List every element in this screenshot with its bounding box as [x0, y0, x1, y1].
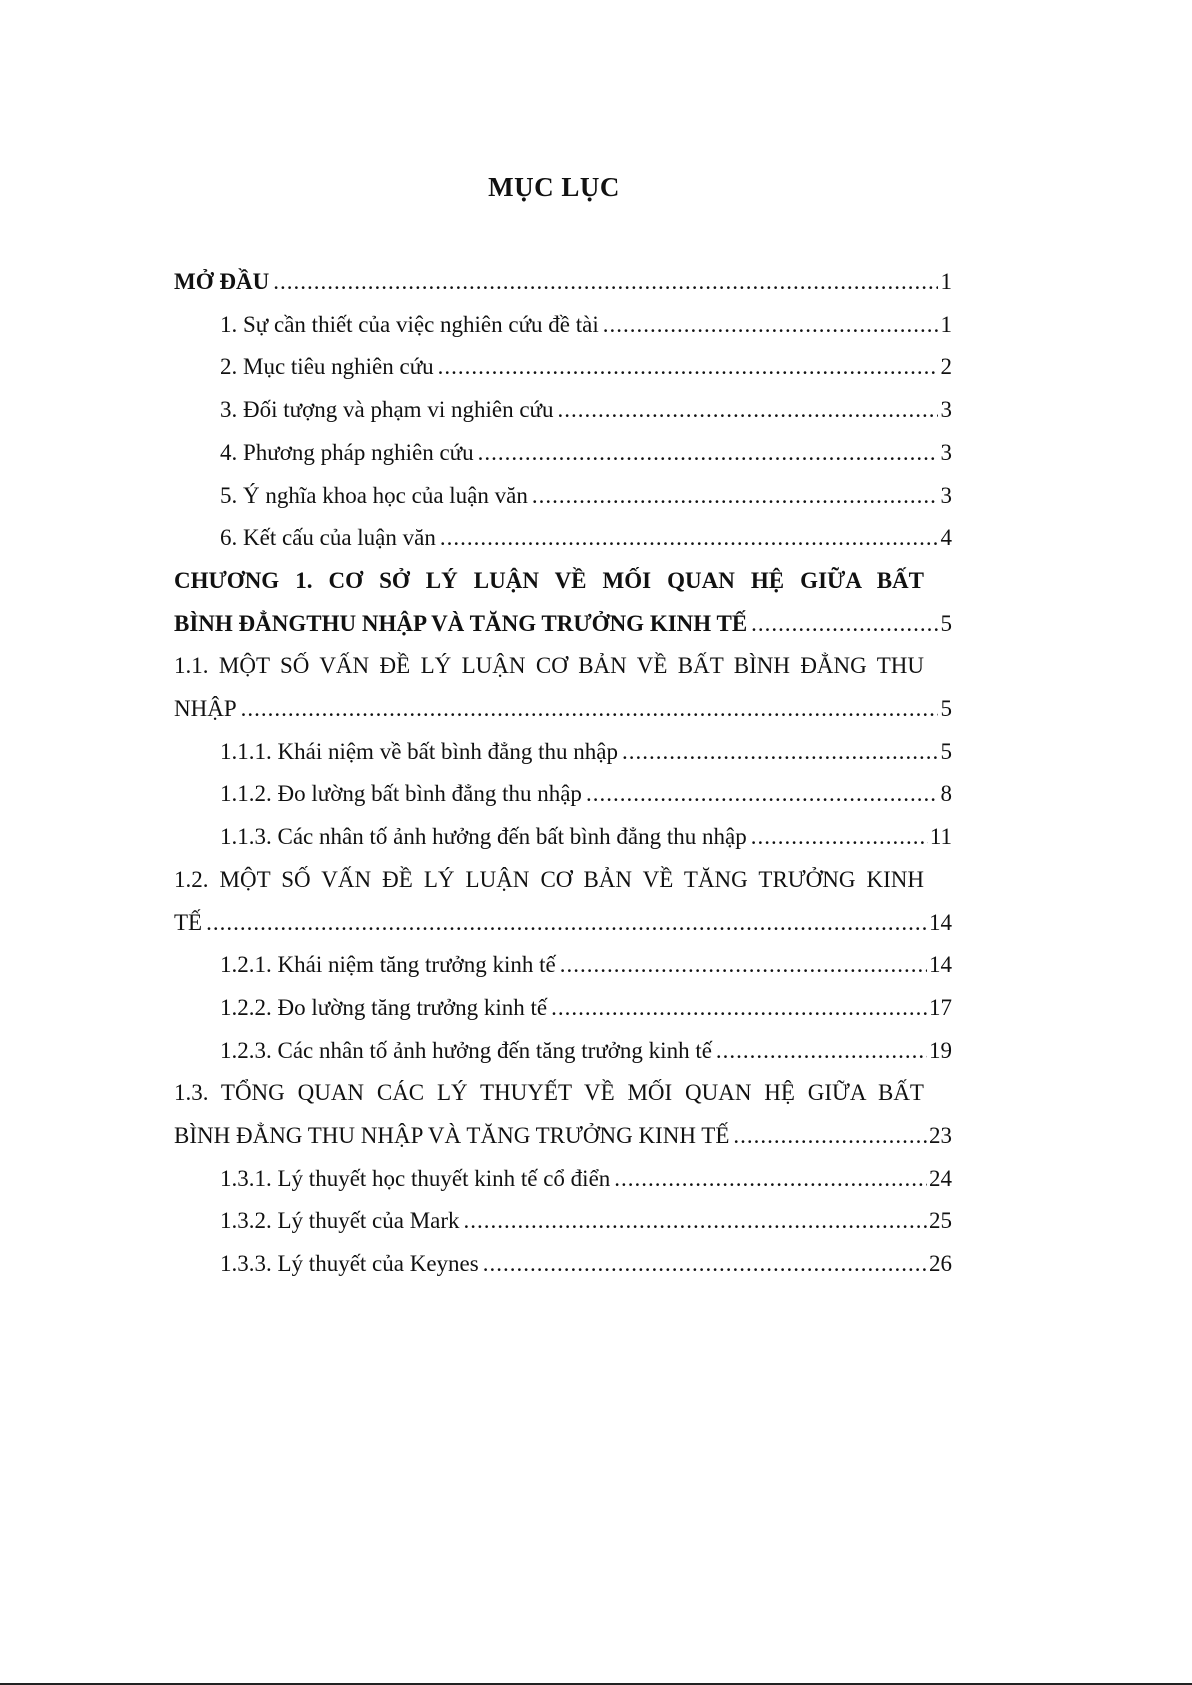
toc-page-number: 8 [940, 781, 952, 807]
toc-entry-text: TẾ [174, 909, 203, 935]
toc-entry-text: NHẬP [174, 696, 237, 722]
toc-entry [174, 731, 952, 774]
toc-page-number: 4 [940, 525, 952, 551]
toc-entry [174, 517, 952, 560]
toc-entry [174, 346, 952, 389]
toc-entry-text: 1.2.2. Đo lường tăng trưởng kinh tế [220, 994, 548, 1020]
toc-leader-dots [551, 987, 927, 1030]
toc-leader-dots [478, 432, 938, 475]
toc-leader-dots [614, 1158, 927, 1201]
toc-entry-text: 4. Phương pháp nghiên cứu [220, 439, 474, 465]
toc-entry [174, 475, 952, 518]
toc-entry-text: 1.3.1. Lý thuyết học thuyết kinh tế cổ điển [220, 1165, 611, 1191]
toc-chapter-heading-line: CHƯƠNG 1. CƠ SỞ LÝ LUẬN VỀ MỐI QUAN HỆ GIỮA BẤT [174, 567, 924, 593]
toc-entry [174, 432, 952, 475]
toc-page-number: 2 [940, 354, 952, 380]
toc-section-heading-line: 1.3. TỔNG QUAN CÁC LÝ THUYẾT VỀ MỐI QUAN HỆ GIỮA BẤT [174, 1080, 924, 1106]
toc-leader-dots [733, 1115, 927, 1158]
toc-page-number: 1 [940, 269, 952, 294]
toc-entry-text: 1.2.1. Khái niệm tăng trưởng kinh tế [220, 952, 556, 978]
toc-page-number: 3 [940, 397, 952, 423]
toc-entry [174, 987, 952, 1030]
toc-entry-text: 1. Sự cần thiết của việc nghiên cứu đề tài [220, 311, 599, 337]
toc-page-number: 14 [929, 952, 952, 978]
toc-entry-text: BÌNH ĐẲNG THU NHẬP VÀ TĂNG TRƯỞNG KINH TẾ [174, 1123, 730, 1149]
toc-page-number: 5 [940, 738, 952, 764]
toc-leader-dots [241, 688, 938, 731]
toc-entry-text: 1.3.3. Lý thuyết của Keynes [220, 1251, 479, 1277]
toc-entry [174, 1243, 952, 1286]
toc-leader-dots [558, 389, 939, 432]
toc-entry-text: 3. Đối tượng và phạm vi nghiên cứu [220, 397, 554, 423]
toc-leader-dots [622, 731, 938, 774]
toc-entry-section [174, 902, 952, 945]
toc-section-heading-line: 1.1. MỘT SỐ VẤN ĐỀ LÝ LUẬN CƠ BẢN VỀ BẤT BÌNH ĐẲNG THU [174, 653, 924, 679]
toc-entry [174, 304, 952, 347]
toc-entry-text: 2. Mục tiêu nghiên cứu [220, 354, 434, 380]
toc-leader-dots [716, 1030, 927, 1073]
toc-entry [174, 1158, 952, 1201]
toc-leader-dots [603, 304, 938, 347]
toc-entry-text: 1.1.3. Các nhân tố ảnh hưởng đến bất bình đẳng thu nhập [220, 824, 747, 850]
toc-page-number: 3 [940, 439, 952, 465]
toc-page-number: 14 [929, 909, 952, 935]
toc-page-number: 1 [940, 311, 952, 337]
toc-entry [174, 816, 952, 859]
page-title: MỤC LỤC [488, 172, 620, 202]
toc-page-number: 26 [929, 1251, 952, 1277]
toc-page-number: 11 [929, 824, 952, 850]
toc-entry-text: 1.1.1. Khái niệm về bất bình đẳng thu nhập [220, 738, 618, 764]
toc-leader-dots [464, 1200, 927, 1243]
toc-entry-text: 1.1.2. Đo lường bất bình đẳng thu nhập [220, 781, 582, 807]
toc-page-number: 24 [929, 1165, 952, 1191]
toc-leader-dots [586, 773, 938, 816]
toc-page-number: 23 [929, 1123, 952, 1149]
toc-page-number: 25 [929, 1208, 952, 1234]
toc-page-number: 19 [929, 1037, 952, 1063]
toc-leader-dots [483, 1243, 927, 1286]
toc-entry-mo-dau [174, 261, 952, 304]
toc-entry [174, 1030, 952, 1073]
toc-entry-text: 6. Kết cấu của luận văn [220, 525, 436, 551]
toc-page-number: 3 [940, 482, 952, 508]
toc-entry-chapter [174, 603, 952, 646]
toc-entry-text: 5. Ý nghĩa khoa học của luận văn [220, 482, 528, 508]
toc-leader-dots [438, 346, 938, 389]
toc-entry [174, 1200, 952, 1243]
toc-leader-dots [440, 517, 938, 560]
table-of-contents [174, 261, 952, 1286]
toc-entry [174, 389, 952, 432]
toc-entry-section [174, 688, 952, 731]
toc-leader-dots [751, 603, 938, 646]
toc-leader-dots [273, 261, 938, 304]
toc-entry-text: 1.2.3. Các nhân tố ảnh hưởng đến tăng trưởng kinh tế [220, 1037, 712, 1063]
toc-entry [174, 944, 952, 987]
toc-entry [174, 773, 952, 816]
toc-page-number: 17 [929, 994, 952, 1020]
toc-entry-text: BÌNH ĐẲNGTHU NHẬP VÀ TĂNG TRƯỞNG KINH TẾ [174, 610, 748, 636]
toc-section-heading-line: 1.2. MỘT SỐ VẤN ĐỀ LÝ LUẬN CƠ BẢN VỀ TĂNG TRƯỞNG KINH [174, 866, 924, 892]
toc-leader-dots [560, 944, 927, 987]
toc-leader-dots [206, 902, 927, 945]
toc-entry-section [174, 1115, 952, 1158]
toc-page-number: 5 [940, 610, 952, 636]
toc-entry-text: MỞ ĐẦU [174, 269, 270, 294]
toc-leader-dots [751, 816, 928, 859]
toc-entry-text: 1.3.2. Lý thuyết của Mark [220, 1208, 460, 1234]
toc-leader-dots [532, 475, 938, 518]
toc-page-number: 5 [940, 696, 952, 722]
